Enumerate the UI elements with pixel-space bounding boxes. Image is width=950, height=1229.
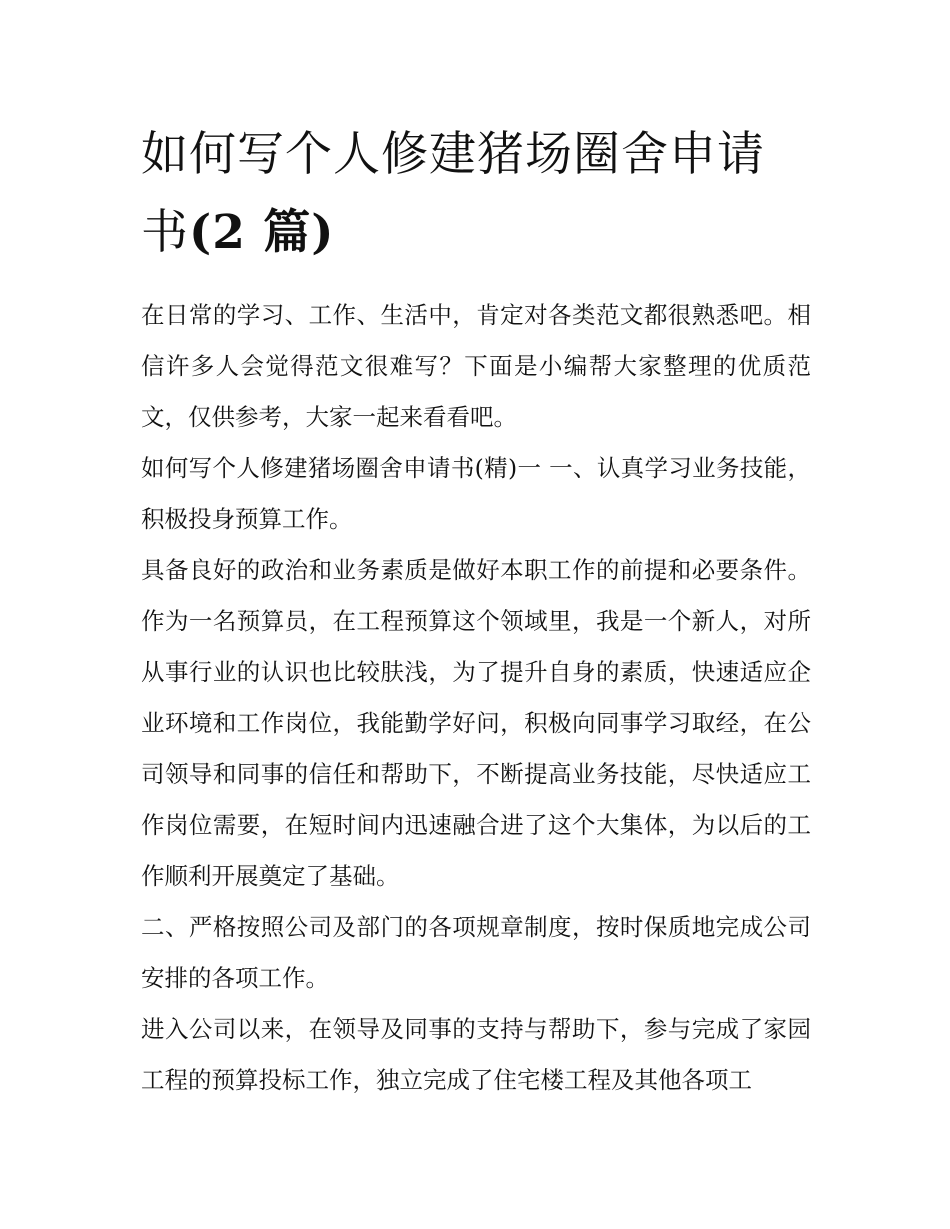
paragraph-section-one-heading: 如何写个人修建猪场圈舍申请书(精)一 一、认真学习业务技能，积极投身预算工作。 <box>141 454 811 533</box>
document-title-main: 如何写个人修建猪场圈舍申请书 <box>141 127 765 260</box>
document-body <box>141 290 811 1106</box>
paragraph-section-two-body: 进入公司以来，在领导及同事的支持与帮助下，参与完成了家园工程的预算投标工作，独立完成了住宅楼工程及其他各项工 <box>141 1015 811 1094</box>
document-title <box>141 116 811 272</box>
paragraph-section-one-body: 具备良好的政治和业务素质是做好本职工作的前提和必要条件。作为一名预算员，在工程预算这个领域里，我是一个新人，对所从事行业的认识也比较肤浅，为了提升自身的素质，快速适应企业环境和工作岗位，我能勤学好问，积极向同事学习取经，在公司领导和同事的信任和帮助下，不断提高业务技能，尽快适应工作岗位需要，在短时间内迅速融合进了这个大集体，为以后的工作顺利开展奠定了基础。 <box>141 556 811 890</box>
document-title-suffix: (2 篇) <box>189 205 335 260</box>
paragraph-section-two-heading: 二、严格按照公司及部门的各项规章制度，按时保质地完成公司安排的各项工作。 <box>141 913 811 992</box>
paragraph-intro: 在日常的学习、工作、生活中，肯定对各类范文都很熟悉吧。相信许多人会觉得范文很难写？下面是小编帮大家整理的优质范文，仅供参考，大家一起来看看吧。 <box>141 301 811 431</box>
document-content <box>141 116 811 1106</box>
